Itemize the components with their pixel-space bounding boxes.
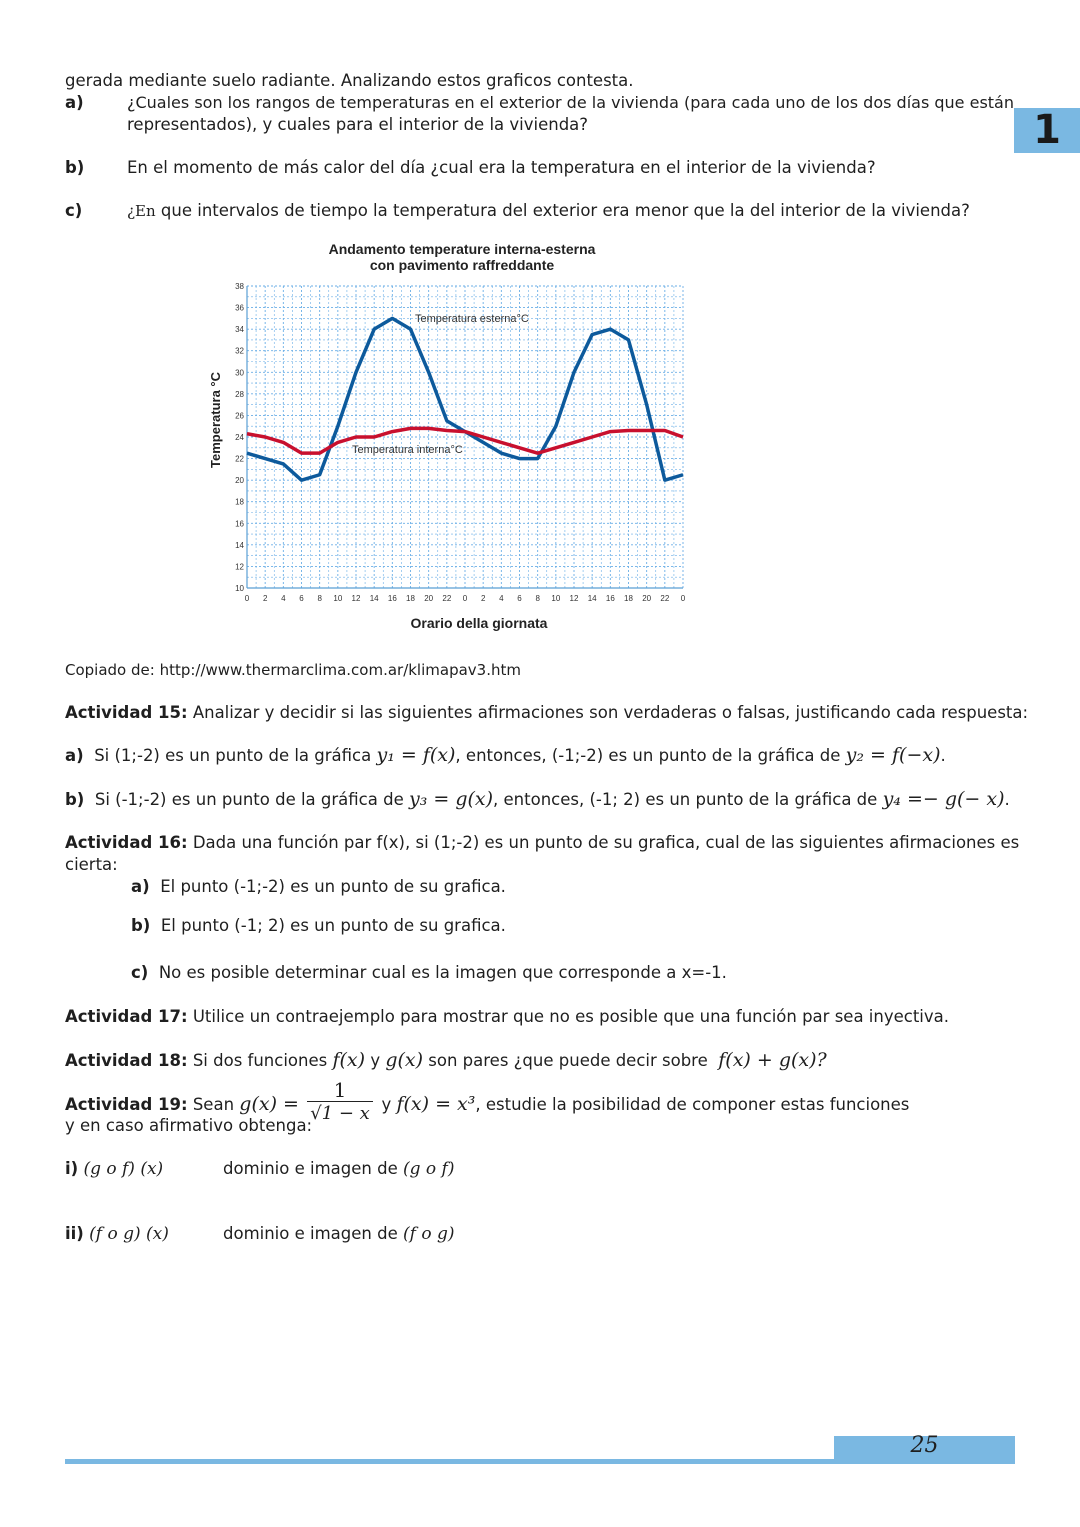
x-tick-label: 16 xyxy=(387,594,397,603)
y-tick-label: 38 xyxy=(235,282,244,291)
act16-option-c-text: No es posible determinar cual es la imagen que corresponde a x=-1. xyxy=(158,963,727,982)
x-tick-label: 0 xyxy=(462,594,468,603)
x-tick-label: 12 xyxy=(351,594,361,603)
y-tick-label: 20 xyxy=(235,476,244,486)
act19-line2: y en caso afirmativo obtenga: xyxy=(65,1116,313,1135)
act15-b-math2: y₄ =− g(− x) xyxy=(882,788,1005,810)
chart-title-line1: Andamento temperature interna-esterna xyxy=(328,241,596,257)
act15-b-text1: Si (-1;-2) es un punto de la gráfica de xyxy=(94,790,404,809)
act18-math2: g(x) xyxy=(385,1049,424,1071)
x-tick-label: 6 xyxy=(299,594,304,603)
page-number: 25 xyxy=(910,1433,939,1458)
act17-text: Utilice un contraejemplo para mostrar que no es posible que una función par sea inyectiva. xyxy=(192,1007,950,1026)
item-i xyxy=(65,1158,163,1180)
act18-label: Actividad 18: xyxy=(65,1051,188,1070)
act15-a-text1: Si (1;-2) es un punto de la gráfica xyxy=(94,746,372,765)
x-tick-label: 16 xyxy=(605,594,615,603)
act18-text1: Si dos funciones xyxy=(192,1051,328,1070)
question-a-line1: ¿Cuales son los rangos de temperaturas en el exterior de la vivienda (para cada uno de los dos días que están xyxy=(127,93,1014,112)
question-b-text: En el momento de más calor del día ¿cual era la temperatura en el interior de la vivienda? xyxy=(127,158,876,177)
act15-a-text3: . xyxy=(940,746,946,765)
chart-title-line2: con pavimento raffreddante xyxy=(369,257,555,273)
x-tick-label: 20 xyxy=(642,594,652,603)
act15-item-b xyxy=(65,788,1010,811)
act19-math-f: f(x) = x³ xyxy=(396,1093,476,1115)
act16-option-a xyxy=(131,876,506,898)
x-tick-label: 10 xyxy=(333,594,343,603)
question-a-label: a) xyxy=(65,93,84,112)
x-tick-label: 6 xyxy=(517,594,522,603)
x-tick-label: 10 xyxy=(551,594,561,603)
act16-line2: cierta: xyxy=(65,855,118,874)
question-c-prefix: ¿En xyxy=(127,202,156,220)
act16-option-b-label: b) xyxy=(131,916,151,935)
act16-option-c xyxy=(131,962,727,984)
intro-line: gerada mediante suelo radiante. Analizando estos graficos contesta. xyxy=(65,71,634,90)
item-i-label: i) xyxy=(65,1159,79,1178)
x-tick-label: 14 xyxy=(587,594,597,603)
act19-math-g: g(x) = xyxy=(239,1093,299,1115)
temperature-chart xyxy=(200,236,700,636)
item-i-expr2: (g o f) xyxy=(402,1159,455,1179)
y-tick-label: 30 xyxy=(235,368,244,378)
act15-label: Actividad 15: xyxy=(65,703,188,722)
item-i-desc xyxy=(223,1158,454,1180)
x-tick-label: 22 xyxy=(660,594,670,603)
item-ii-desc xyxy=(223,1223,454,1245)
act15-a-math2: y₂ = f(−x) xyxy=(845,744,941,766)
y-tick-label: 36 xyxy=(235,303,244,313)
act17-label: Actividad 17: xyxy=(65,1007,188,1026)
act16-option-a-text: El punto (-1;-2) es un punto de su grafica. xyxy=(160,877,506,896)
act18 xyxy=(65,1049,827,1072)
y-tick-label: 32 xyxy=(235,346,244,356)
act18-text2: y xyxy=(370,1051,381,1070)
item-ii-expr2: (f o g) xyxy=(402,1224,455,1244)
item-ii-expr: (f o g) (x) xyxy=(89,1224,169,1244)
x-tick-label: 2 xyxy=(480,594,486,603)
act19-fraction xyxy=(307,1079,373,1126)
act19-text2: y xyxy=(381,1095,392,1114)
item-ii xyxy=(65,1223,169,1245)
y-tick-label: 28 xyxy=(235,389,244,399)
item-i-expr: (g o f) (x) xyxy=(83,1159,164,1179)
y-tick-label: 18 xyxy=(235,497,244,507)
act19-label: Actividad 19: xyxy=(65,1095,188,1114)
act15-a-math1: y₁ = f(x) xyxy=(376,744,456,766)
act15-b-text2: , entonces, (-1; 2) es un punto de la gráfica de xyxy=(493,790,878,809)
item-ii-text: dominio e imagen de xyxy=(223,1224,398,1243)
y-tick-label: 10 xyxy=(235,584,244,593)
chapter-tab: 1 xyxy=(1014,108,1080,153)
x-tick-label: 0 xyxy=(244,594,250,603)
x-tick-label: 12 xyxy=(569,594,579,603)
act19-frac-den: √1 − x xyxy=(310,1103,370,1124)
act18-math3: f(x) + g(x)? xyxy=(718,1049,827,1071)
x-tick-label: 4 xyxy=(281,594,286,603)
question-c-body: que intervalos de tiempo la temperatura del exterior era menor que la del interior de la vivienda? xyxy=(160,201,970,220)
question-c-text xyxy=(127,200,970,222)
chart-xlabel: Orario della giornata xyxy=(410,615,548,631)
act15-b-math1: y₃ = g(x) xyxy=(408,788,494,810)
y-tick-label: 26 xyxy=(235,411,244,421)
x-tick-label: 22 xyxy=(442,594,452,603)
item-ii-label: ii) xyxy=(65,1224,84,1243)
act19-text3: , estudie la posibilidad de componer estas funciones xyxy=(475,1095,910,1114)
act15-b-label: b) xyxy=(65,790,85,809)
act19-line1 xyxy=(65,1093,909,1116)
series-label-interna: Temperatura interna°C xyxy=(352,444,463,456)
y-tick-label: 14 xyxy=(235,540,244,550)
act16-option-b-text: El punto (-1; 2) es un punto de su grafica. xyxy=(160,916,506,935)
act16-line1: Dada una función par f(x), si (1;-2) es un punto de su grafica, cual de las siguientes afirmaciones es xyxy=(192,833,1020,852)
act16-option-a-label: a) xyxy=(131,877,150,896)
x-tick-label: 8 xyxy=(317,594,322,603)
x-tick-label: 2 xyxy=(262,594,268,603)
question-a-line2: representados), y cuales para el interior de la vivienda? xyxy=(127,115,589,134)
y-tick-label: 22 xyxy=(235,454,244,464)
footer-bar xyxy=(65,1459,1015,1464)
y-tick-label: 16 xyxy=(235,519,244,529)
act15-b-text3: . xyxy=(1004,790,1010,809)
act15-item-a xyxy=(65,744,946,767)
chart-ylabel: Temperatura °C xyxy=(208,372,223,468)
x-tick-label: 18 xyxy=(406,594,415,603)
x-tick-label: 4 xyxy=(499,594,504,603)
source-line: Copiado de: http://www.thermarclima.com.ar/klimapav3.htm xyxy=(65,661,521,679)
x-tick-label: 0 xyxy=(680,594,686,603)
act18-math1: f(x) xyxy=(332,1049,366,1071)
item-i-text: dominio e imagen de xyxy=(223,1159,398,1178)
x-tick-label: 18 xyxy=(624,594,633,603)
act15-a-label: a) xyxy=(65,746,84,765)
act16-heading xyxy=(65,832,1019,854)
series-label-esterna: Temperatura esterna°C xyxy=(415,313,529,325)
question-c-label: c) xyxy=(65,201,83,220)
series-line-interna xyxy=(247,428,683,453)
y-tick-label: 34 xyxy=(235,325,244,335)
y-tick-label: 24 xyxy=(235,433,244,442)
act19-frac-num: 1 xyxy=(307,1079,373,1102)
act16-option-c-label: c) xyxy=(131,963,149,982)
act15-text: Analizar y decidir si las siguientes afirmaciones son verdaderas o falsas, justificando cada respuesta: xyxy=(192,703,1029,722)
act17 xyxy=(65,1006,949,1028)
x-tick-label: 20 xyxy=(424,594,434,603)
act16-label: Actividad 16: xyxy=(65,833,188,852)
act15-heading xyxy=(65,702,1028,724)
x-tick-label: 8 xyxy=(535,594,540,603)
question-b-label: b) xyxy=(65,158,85,177)
act15-a-text2: , entonces, (-1;-2) es un punto de la gráfica de xyxy=(455,746,841,765)
y-tick-label: 12 xyxy=(235,562,244,572)
act18-text3: son pares ¿que puede decir sobre xyxy=(428,1051,708,1070)
act16-option-b xyxy=(131,915,506,937)
act19-text1: Sean xyxy=(192,1095,235,1114)
x-tick-label: 14 xyxy=(369,594,379,603)
